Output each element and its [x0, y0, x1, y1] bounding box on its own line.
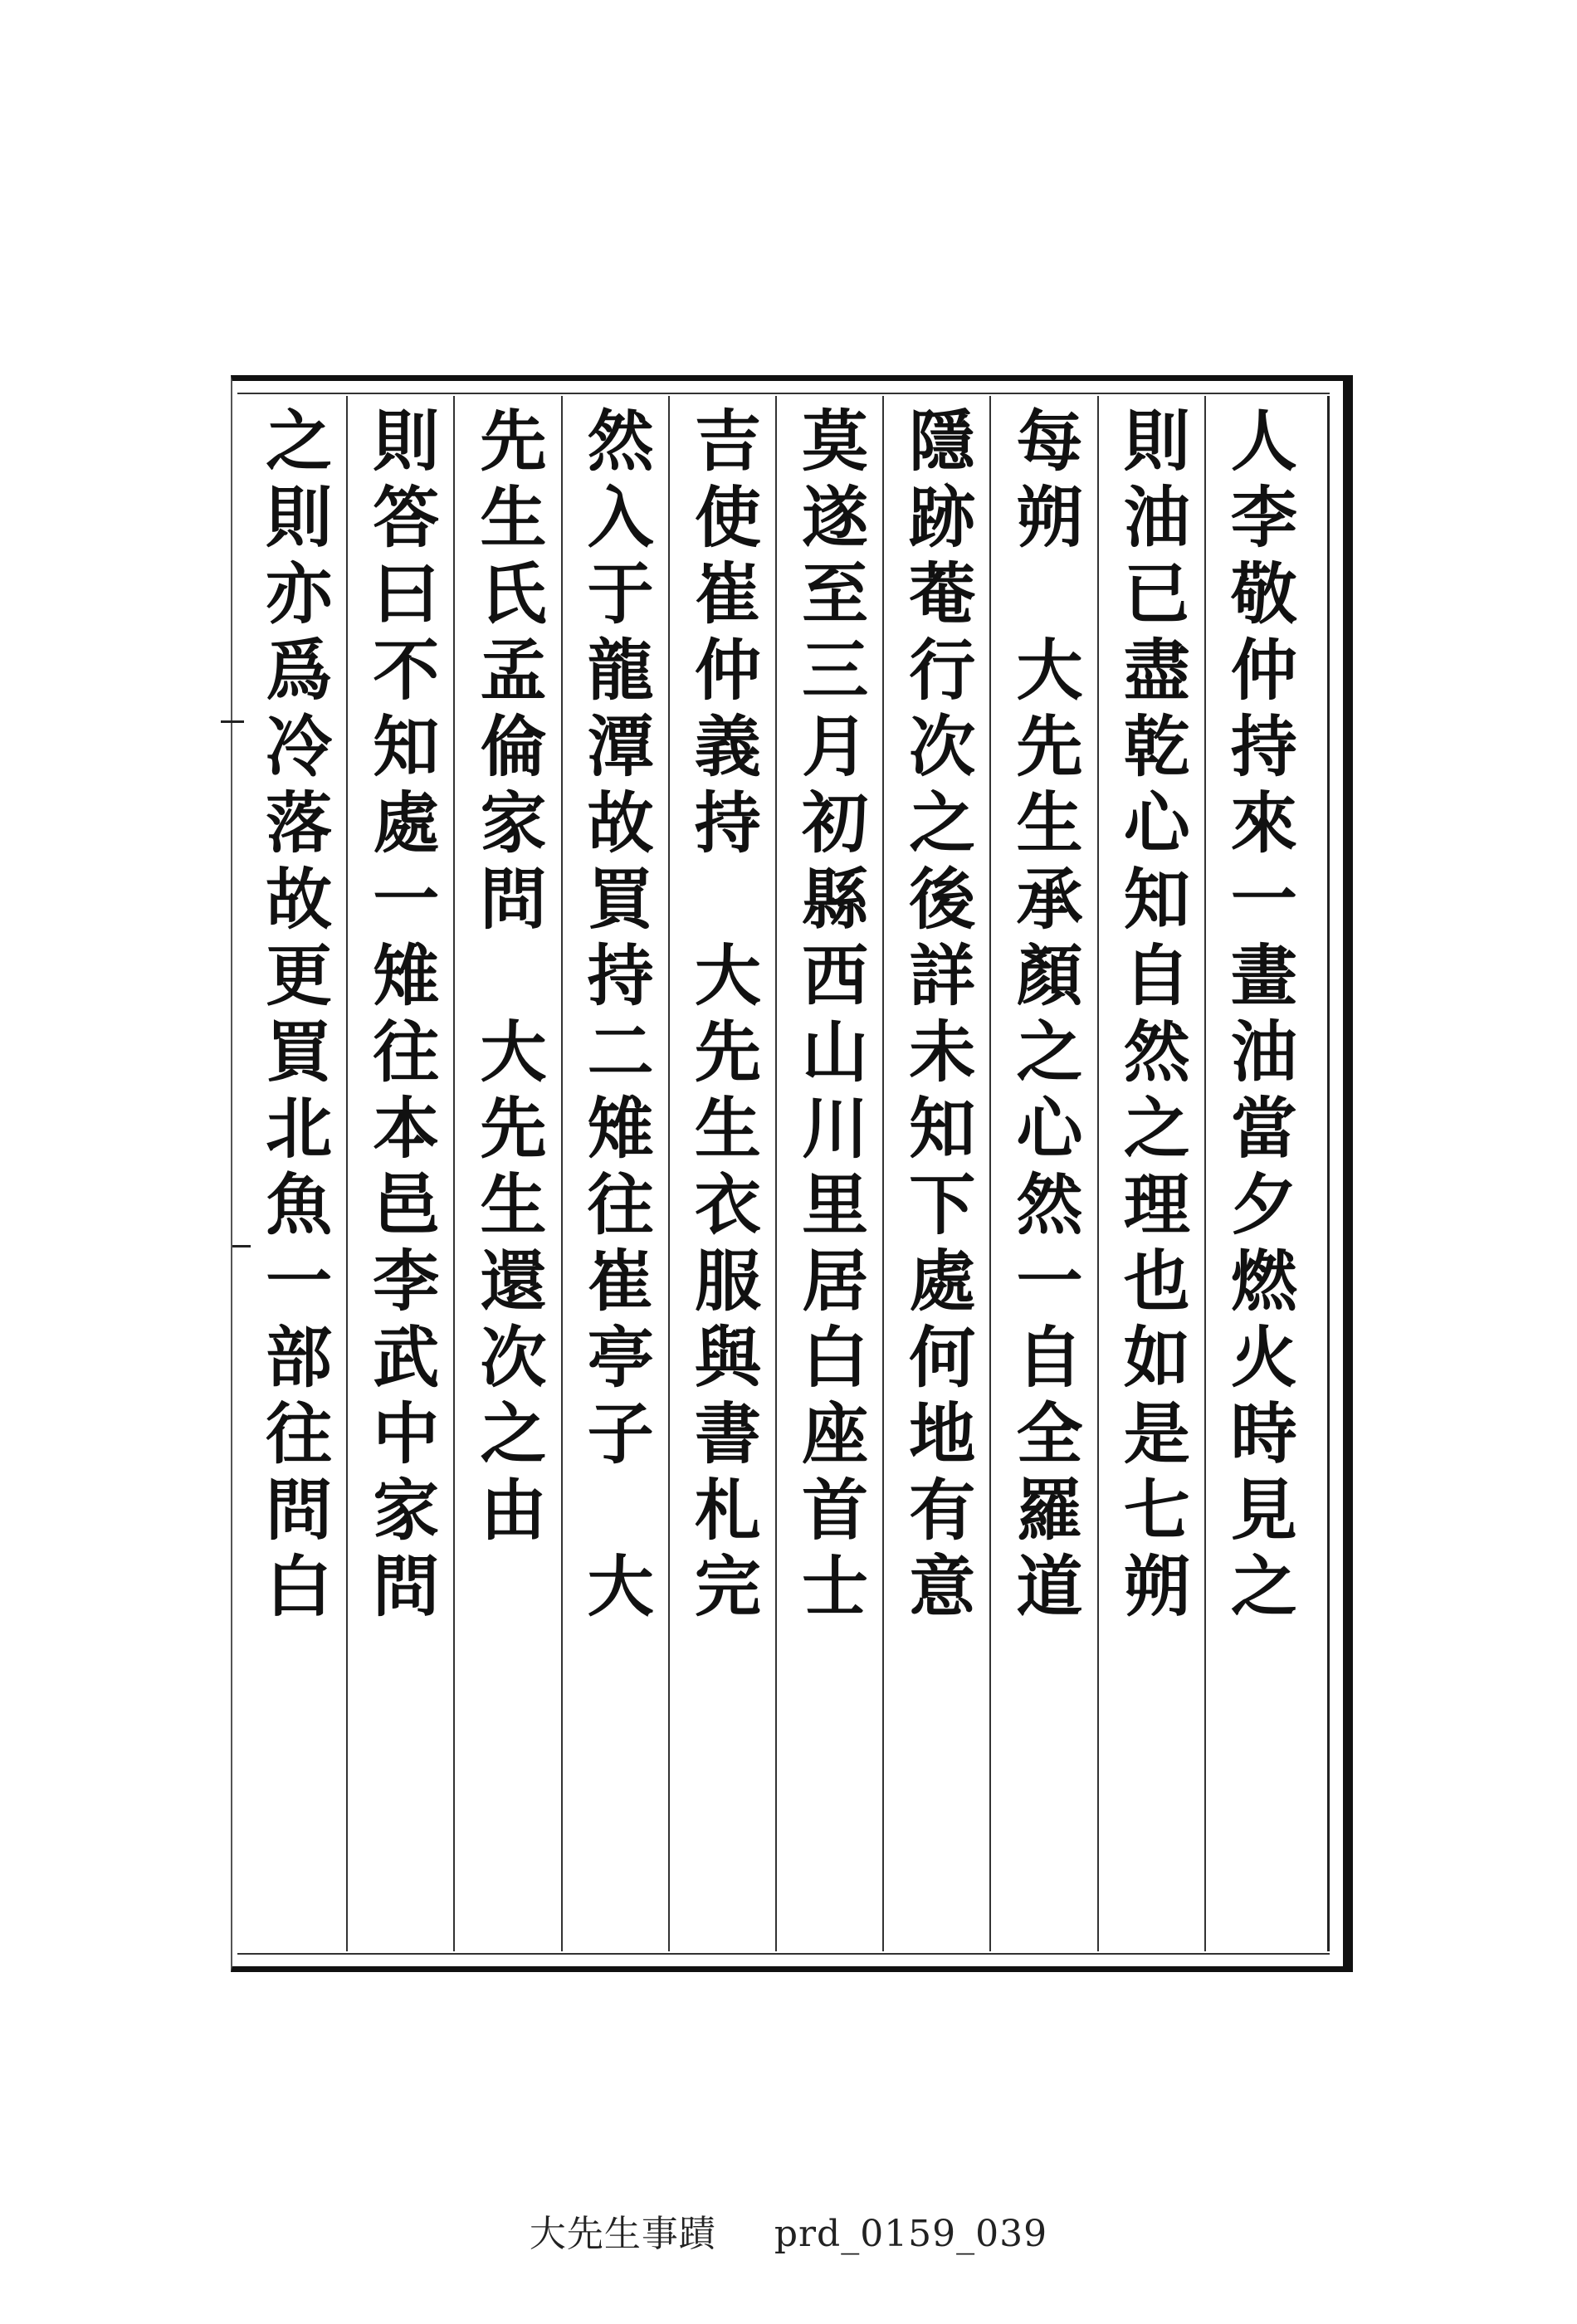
text-column: [1204, 396, 1311, 1951]
text-column: [453, 396, 560, 1951]
margin-tick-mark: [232, 1245, 251, 1247]
column-text: 隱跡菴行次之後詳未知下處何地有意: [897, 406, 976, 1628]
text-column: [241, 396, 346, 1951]
text-column: [775, 396, 882, 1951]
frame-bottom-rule: [237, 1953, 1330, 1955]
column-text: 莫遂至三月初縣西山川里居白座首士: [790, 406, 869, 1628]
text-column: [989, 396, 1096, 1951]
text-columns: [241, 396, 1311, 1951]
margin-tick-mark: [221, 720, 244, 723]
column-text: 人李敬仲持來一畫油當夕燃火時見之: [1219, 406, 1298, 1628]
text-column: [882, 396, 989, 1951]
frame-top-rule: [237, 393, 1330, 394]
column-text: 則油已盡乾心知自然之理也如是七朔: [1112, 406, 1191, 1628]
text-column: [1097, 396, 1204, 1951]
page-frame: [231, 375, 1353, 1972]
text-column: [561, 396, 668, 1951]
text-column: [346, 396, 453, 1951]
footer-code: prd_0159_039: [774, 2213, 1048, 2255]
footer-title: 大先生事蹟: [529, 2213, 716, 2255]
column-text: 先生氏孟倫家問 大先生還次之由: [468, 406, 547, 1551]
column-text: 每朔 大先生承顏之心然一自全羅道: [1004, 406, 1083, 1628]
column-text: 則答曰不知處一雉往本邑李武中家問: [361, 406, 440, 1628]
column-text: 吉使崔仲義持 大先生衣服與書札完: [683, 406, 762, 1628]
text-column: [668, 396, 775, 1951]
frame-right-rule: [1327, 396, 1330, 1951]
column-text: 之則亦爲冷落故更買北魚一部往問白: [254, 406, 333, 1628]
column-text: 然入于龍潭故買持二雉往崔亭子 大: [576, 406, 655, 1628]
page-footer: [0, 2204, 1577, 2257]
